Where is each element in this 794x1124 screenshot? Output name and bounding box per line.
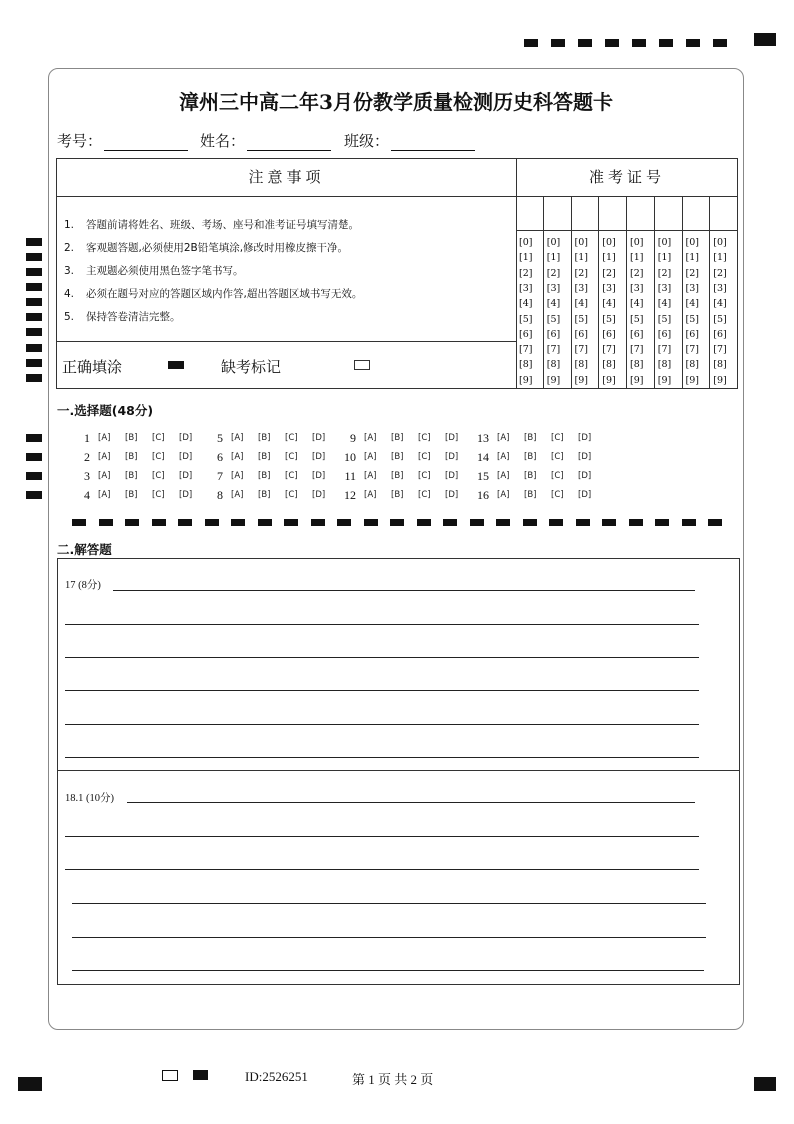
choice-bubble[interactable]: [D]	[312, 452, 326, 462]
answer-line	[72, 903, 706, 904]
question-number: 3	[84, 469, 90, 483]
sheet-id: ID:2526251	[245, 1069, 308, 1084]
ticket-digit-bubble[interactable]: [3]	[546, 282, 561, 294]
question-number: 2	[84, 450, 90, 464]
answer-line	[65, 690, 699, 691]
name-field[interactable]	[200, 130, 331, 151]
choice-bubble[interactable]: [B]	[524, 452, 537, 462]
ticket-digit-bubble[interactable]: [7]	[602, 344, 616, 356]
ticket-digit-bubble[interactable]: [7]	[574, 344, 588, 356]
question-number: 7	[217, 469, 223, 483]
choice-bubble[interactable]: [D]	[445, 433, 459, 443]
choice-bubble[interactable]: [D]	[445, 452, 459, 462]
choice-bubble[interactable]: [D]	[312, 433, 326, 443]
name-label: 姓名：	[200, 132, 246, 150]
ticket-digit-bubble[interactable]: [5]	[546, 313, 561, 325]
choice-bubble[interactable]: [D]	[578, 490, 592, 500]
class-label: 班级：	[344, 132, 390, 150]
question-18-label: 18.1 (10分)	[65, 793, 114, 804]
absent-mark-label: 缺考标记	[221, 358, 282, 376]
choice-bubble[interactable]: [A]	[497, 471, 510, 481]
separator-dash	[417, 519, 431, 526]
choice-bubble[interactable]: [C]	[418, 490, 431, 500]
ticket-title: 准考证号	[588, 168, 665, 186]
ticket-digit-bubble[interactable]: [8]	[630, 359, 644, 371]
choice-bubble[interactable]: [A]	[364, 490, 377, 500]
question-number: 13	[477, 431, 489, 445]
answer-line	[65, 836, 699, 837]
ticket-digit-bubble[interactable]: [9]	[602, 374, 616, 386]
ticket-digit-bubble[interactable]: [1]	[519, 252, 533, 264]
footer-filled-box	[193, 1070, 208, 1080]
ticket-digit-bubble[interactable]: [9]	[685, 374, 699, 386]
choice-bubble[interactable]: [C]	[551, 433, 564, 443]
ticket-digit-bubble[interactable]: [4]	[713, 298, 727, 310]
choice-bubble[interactable]: [A]	[98, 433, 111, 443]
ticket-digit-bubble[interactable]: [1]	[713, 252, 727, 264]
choice-bubble[interactable]: [A]	[497, 433, 510, 443]
choice-bubble[interactable]: [C]	[152, 471, 165, 481]
ticket-digit-bubble[interactable]: [8]	[602, 359, 616, 371]
ticket-digit-bubble[interactable]: [7]	[685, 344, 699, 356]
ticket-digit-bubble[interactable]: [6]	[713, 328, 727, 340]
question-number: 10	[344, 450, 356, 464]
choice-bubble[interactable]: [B]	[258, 452, 271, 462]
choice-bubble[interactable]: [B]	[391, 452, 404, 462]
answer-line	[65, 869, 699, 870]
choice-bubble[interactable]: [A]	[231, 471, 244, 481]
separator-dash	[576, 519, 590, 526]
ticket-digit-bubble[interactable]: [8]	[685, 359, 699, 371]
ticket-digit-bubble[interactable]: [1]	[574, 252, 588, 264]
footer-empty-box	[162, 1070, 178, 1081]
notice-title: 注意事项	[248, 168, 325, 186]
ticket-digit-bubble[interactable]: [6]	[574, 328, 588, 340]
question-number: 5	[217, 431, 223, 445]
question-number: 9	[350, 431, 356, 445]
ticket-digit-bubble[interactable]: [9]	[657, 374, 672, 386]
ticket-digit-bubble[interactable]: [5]	[602, 313, 616, 325]
ticket-digit-bubble[interactable]: [2]	[546, 267, 561, 279]
question-number: 12	[344, 488, 356, 502]
ticket-digit-bubble[interactable]: [1]	[685, 252, 699, 264]
separator-dash	[284, 519, 298, 526]
ticket-digit-bubble[interactable]: [7]	[657, 344, 672, 356]
ticket-digit-bubble[interactable]: [2]	[713, 267, 727, 279]
separator-dash	[655, 519, 669, 526]
choice-bubble[interactable]: [B]	[391, 471, 404, 481]
notice-item: 4. 必须在题号对应的答题区域内作答,超出答题区域书写无效。	[64, 288, 363, 300]
choice-bubble[interactable]: [A]	[98, 452, 111, 462]
separator-dash	[178, 519, 192, 526]
ticket-title-box	[516, 158, 738, 197]
ticket-digit-bubble[interactable]: [2]	[685, 267, 699, 279]
choice-bubble[interactable]: [A]	[364, 452, 377, 462]
choice-bubble[interactable]: [B]	[258, 433, 271, 443]
ticket-digit-bubble[interactable]: [5]	[519, 313, 533, 325]
choice-bubble[interactable]: [A]	[231, 433, 244, 443]
choice-bubble[interactable]: [D]	[179, 471, 193, 481]
ticket-digit-bubble[interactable]: [9]	[713, 374, 727, 386]
separator-dash	[205, 519, 219, 526]
ticket-digit-bubble[interactable]: [5]	[657, 313, 672, 325]
answer-line	[113, 590, 695, 591]
ticket-digit-bubble[interactable]: [3]	[602, 282, 616, 294]
choice-bubble[interactable]: [B]	[391, 490, 404, 500]
notice-item: 1. 答题前请将姓名、班级、考场、座号和准考证号填写清楚。	[64, 219, 359, 231]
ticket-digit-bubble[interactable]: [6]	[602, 328, 616, 340]
ticket-digit-bubble[interactable]: [9]	[574, 374, 588, 386]
notice-divider	[56, 341, 517, 342]
ticket-digit-bubble[interactable]: [7]	[519, 344, 533, 356]
ticket-digit-bubble[interactable]: [0]	[657, 237, 672, 248]
ticket-digit-bubble[interactable]: [2]	[602, 267, 616, 279]
ticket-digit-bubble[interactable]: [4]	[630, 298, 644, 310]
choice-bubble[interactable]: [A]	[497, 452, 510, 462]
choice-bubble[interactable]: [B]	[125, 471, 138, 481]
ticket-digit-bubble[interactable]: [6]	[519, 328, 533, 340]
ticket-digit-bubble[interactable]: [6]	[546, 328, 561, 340]
separator-dash	[470, 519, 484, 526]
ticket-digit-bubble[interactable]: [8]	[574, 359, 588, 371]
choice-bubble[interactable]: [A]	[497, 490, 510, 500]
ticket-digit-bubble[interactable]: [8]	[546, 359, 561, 371]
separator-dash	[311, 519, 325, 526]
ticket-digit-bubble[interactable]: [9]	[630, 374, 644, 386]
choice-bubble[interactable]: [B]	[524, 490, 537, 500]
ticket-digit-bubble[interactable]: [7]	[713, 344, 727, 356]
ticket-digit-bubble[interactable]: [3]	[630, 282, 644, 294]
ticket-digit-bubble[interactable]: [0]	[574, 237, 588, 248]
choice-bubble[interactable]: [C]	[152, 452, 165, 462]
choice-bubble[interactable]: [D]	[578, 452, 592, 462]
ticket-digit-bubble[interactable]: [5]	[713, 313, 727, 325]
choice-bubble[interactable]: [C]	[551, 471, 564, 481]
ticket-digit-bubble[interactable]: [6]	[657, 328, 672, 340]
answer-line	[65, 624, 699, 625]
ticket-digit-bubble[interactable]: [1]	[630, 252, 644, 264]
ticket-digit-bubble[interactable]: [2]	[519, 267, 533, 279]
choice-bubble[interactable]: [D]	[312, 471, 326, 481]
correct-fill-label: 正确填涂	[62, 358, 123, 376]
separator-dash	[258, 519, 272, 526]
choice-bubble[interactable]: [A]	[231, 452, 244, 462]
answer-line	[65, 657, 699, 658]
choice-bubble[interactable]: [D]	[312, 490, 326, 500]
answer-line	[72, 937, 706, 938]
ticket-digit-bubble[interactable]: [6]	[685, 328, 699, 340]
question-number: 14	[477, 450, 489, 464]
separator-dash	[231, 519, 245, 526]
ticket-digit-bubble[interactable]: [3]	[685, 282, 699, 294]
ticket-digit-bubble[interactable]: [0]	[519, 237, 533, 248]
ticket-digit-bubble[interactable]: [2]	[630, 267, 644, 279]
ticket-digit-bubble[interactable]: [5]	[574, 313, 588, 325]
question-number: 4	[84, 488, 90, 502]
choice-bubble[interactable]: [B]	[391, 433, 404, 443]
choice-bubble[interactable]: [C]	[285, 490, 298, 500]
choice-bubble[interactable]: [C]	[152, 433, 165, 443]
ticket-digit-bubble[interactable]: [4]	[574, 298, 588, 310]
ticket-digit-bubble[interactable]: [2]	[574, 267, 588, 279]
page-indicator: 第 1 页 共 2 页	[352, 1072, 434, 1087]
ticket-digit-bubble[interactable]: [0]	[685, 237, 699, 248]
choice-bubble[interactable]: [C]	[285, 452, 298, 462]
ticket-digit-bubble[interactable]: [8]	[657, 359, 672, 371]
ticket-digit-bubble[interactable]: [3]	[657, 282, 672, 294]
ticket-digit-bubble[interactable]: [8]	[713, 359, 727, 371]
registration-mark-bottom-left	[18, 1077, 42, 1091]
separator-dash	[549, 519, 563, 526]
question-number: 11	[344, 469, 356, 483]
ticket-digit-bubble[interactable]: [8]	[519, 359, 533, 371]
ticket-digit-bubble[interactable]: [6]	[630, 328, 644, 340]
separator-dash	[152, 519, 166, 526]
separator-dash	[72, 519, 86, 526]
choice-bubble[interactable]: [C]	[418, 471, 431, 481]
choice-bubble[interactable]: [B]	[524, 433, 537, 443]
choice-bubble[interactable]: [B]	[125, 452, 138, 462]
choice-bubble[interactable]: [A]	[364, 471, 377, 481]
choice-bubble[interactable]: [D]	[445, 490, 459, 500]
choice-bubble[interactable]: [C]	[285, 471, 298, 481]
notice-title-box	[56, 158, 517, 197]
choice-bubble[interactable]: [D]	[578, 471, 592, 481]
ticket-digit-bubble[interactable]: [7]	[630, 344, 644, 356]
choice-bubble[interactable]: [A]	[98, 471, 111, 481]
choice-bubble[interactable]: [B]	[524, 471, 537, 481]
ticket-digit-bubble[interactable]: [4]	[657, 298, 672, 310]
question-number: 1	[84, 431, 90, 445]
choice-bubble[interactable]: [D]	[445, 471, 459, 481]
exam-number-field[interactable]	[57, 130, 188, 151]
choice-bubble[interactable]: [C]	[418, 452, 431, 462]
ticket-digit-bubble[interactable]: [0]	[630, 237, 644, 248]
separator-dash	[602, 519, 616, 526]
ticket-digit-bubble[interactable]: [3]	[713, 282, 727, 294]
answer-line	[65, 724, 699, 725]
ticket-digit-bubble[interactable]: [9]	[546, 374, 561, 386]
ticket-digit-bubble[interactable]: [5]	[685, 313, 699, 325]
section1-title: 一.选择题(48分)	[57, 403, 154, 418]
registration-mark-bottom-right	[754, 1077, 776, 1091]
separator-dash	[125, 519, 139, 526]
page-title: 漳州三中高二年3月份教学质量检测历史科答题卡	[179, 90, 613, 114]
separator-dash	[443, 519, 457, 526]
separator-dash	[523, 519, 537, 526]
choice-bubble[interactable]: [B]	[258, 471, 271, 481]
question-number: 6	[217, 450, 223, 464]
answer-line	[72, 970, 704, 971]
ticket-digit-bubble[interactable]: [1]	[546, 252, 561, 264]
ticket-digit-bubble[interactable]: [3]	[519, 282, 533, 294]
choice-bubble[interactable]: [D]	[179, 452, 193, 462]
ticket-digit-bubble[interactable]: [2]	[657, 267, 672, 279]
ticket-digit-bubble[interactable]: [5]	[630, 313, 644, 325]
question-number: 16	[477, 488, 489, 502]
choice-bubble[interactable]: [D]	[578, 433, 592, 443]
choice-bubble[interactable]: [B]	[125, 490, 138, 500]
question-number: 15	[477, 469, 489, 483]
choice-bubble[interactable]: [D]	[179, 433, 193, 443]
separator-dash	[390, 519, 404, 526]
notice-item: 3. 主观题必须使用黑色签字笔书写。	[64, 265, 244, 277]
ticket-digit-bubble[interactable]: [4]	[685, 298, 699, 310]
answer-line	[127, 802, 695, 803]
exam-number-label: 考号：	[57, 132, 103, 150]
notice-list	[64, 214, 362, 329]
choice-bubble[interactable]: [C]	[551, 490, 564, 500]
correct-fill-sample	[168, 361, 184, 369]
choice-bubble[interactable]: [A]	[364, 433, 377, 443]
choice-bubble[interactable]: [D]	[179, 490, 193, 500]
ticket-digit-bubble[interactable]: [0]	[546, 237, 561, 248]
ticket-digit-bubble[interactable]: [4]	[602, 298, 616, 310]
answer-line	[65, 757, 699, 758]
section2-title: 二.解答题	[57, 542, 112, 557]
ticket-digit-bubble[interactable]: [1]	[602, 252, 616, 264]
separator-dash	[629, 519, 643, 526]
choice-bubble[interactable]: [C]	[551, 452, 564, 462]
choice-bubble[interactable]: [C]	[285, 433, 298, 443]
class-field[interactable]	[344, 130, 475, 151]
separator-dash	[337, 519, 351, 526]
ticket-digit-bubble[interactable]: [4]	[546, 298, 561, 310]
ticket-digit-bubble[interactable]: [1]	[657, 252, 672, 264]
separator-dash	[682, 519, 696, 526]
question-number: 8	[217, 488, 223, 502]
choice-bubble[interactable]: [C]	[152, 490, 165, 500]
separator-dash	[496, 519, 510, 526]
ticket-digit-bubble[interactable]: [7]	[546, 344, 561, 356]
notice-item: 2. 客观题答题,必须使用2B铅笔填涂,修改时用橡皮擦干净。	[64, 242, 349, 254]
choice-bubble[interactable]: [A]	[231, 490, 244, 500]
notice-item: 5. 保持答卷清洁完整。	[64, 311, 181, 323]
ticket-digit-bubble[interactable]: [9]	[519, 374, 533, 386]
choice-bubble[interactable]: [A]	[98, 490, 111, 500]
choice-bubble[interactable]: [C]	[418, 433, 431, 443]
choice-bubble[interactable]: [B]	[258, 490, 271, 500]
choice-bubble[interactable]: [B]	[125, 433, 138, 443]
ticket-digit-bubble[interactable]: [4]	[519, 298, 533, 310]
ticket-digit-bubble[interactable]: [0]	[602, 237, 616, 248]
question-17-label: 17 (8分)	[65, 580, 101, 591]
ticket-digit-bubble[interactable]: [0]	[713, 237, 727, 248]
separator-dash	[364, 519, 378, 526]
separator-dash	[99, 519, 113, 526]
separator-dash	[708, 519, 722, 526]
absent-mark-box[interactable]	[354, 360, 370, 370]
ticket-digit-bubble[interactable]: [3]	[574, 282, 588, 294]
